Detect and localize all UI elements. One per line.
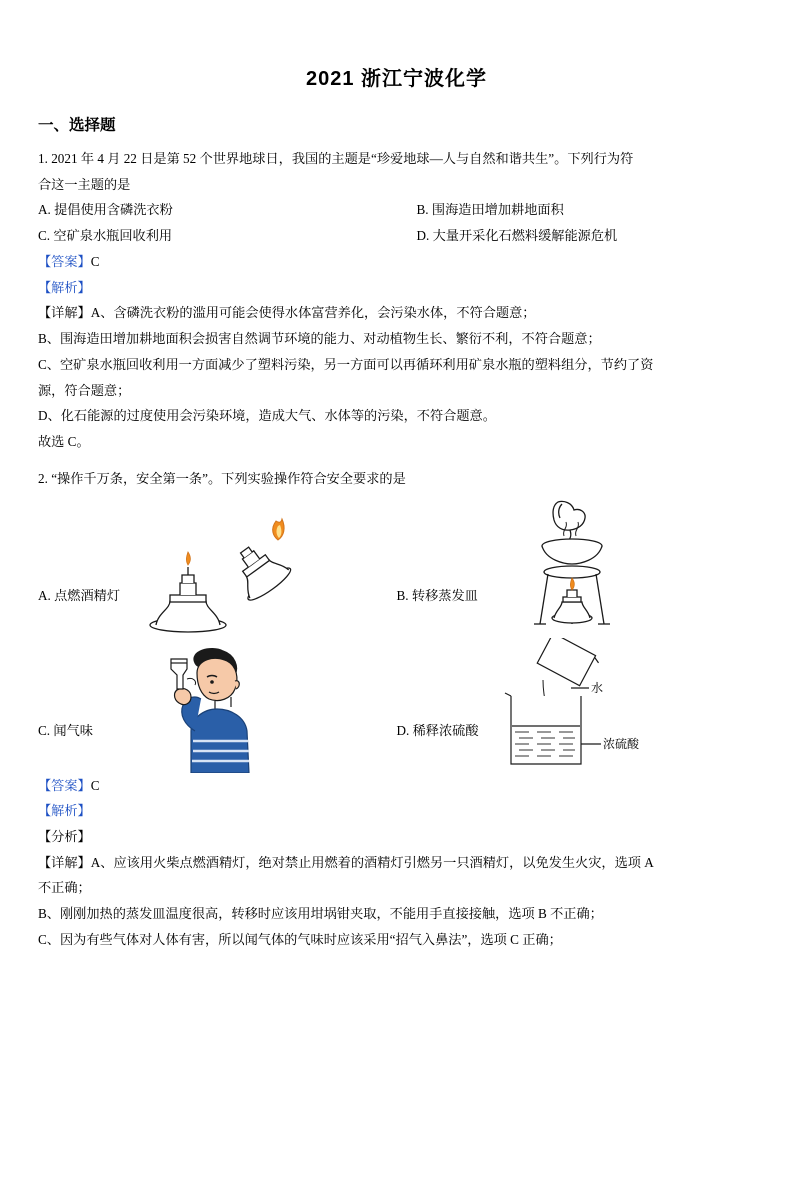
figure-d-acid-label: 浓硫酸 [602,736,639,751]
q2-answer-bracket: 【答案】 [38,777,91,793]
q2-figure-a-label [38,585,120,638]
q1-stem-line1: 1. 2021 年 4 月 22 日是第 52 个世界地球日，我国的主题是“珍爱地球—人与自然和谐共生”。下列行为符 [38,151,634,166]
q1-detail-1: 【详解】A、含磷洗衣粉的滥用可能会使得水体富营养化，会污染水体，不符合题意； [38,305,536,321]
q1-option-c-key: C. [38,228,51,244]
q2-figure-b-key: B. [396,587,409,603]
page-title: 2021 浙江宁波化学 [305,68,488,90]
q2-figure-c [38,638,397,773]
q1-option-a-text: 提倡使用含磷洗衣粉 [54,202,173,218]
q2-figure-b-text: 转移蒸发皿 [411,587,478,603]
q2-figure-c-label [38,720,93,773]
q1-stem-line2: 合这一主题的是 [38,176,131,192]
q2-figure-d [397,638,756,773]
q2-detail-2: 不正确； [38,880,91,896]
q2-figure-row-top [38,498,755,638]
q2-figure-row-bottom [38,638,755,773]
q1-option-d-text: 大量开采化石燃料缓解能源危机 [432,228,618,244]
q2-figure-d-label [397,720,479,773]
q1-answer-value: C [90,253,100,269]
q2-figure-c-key: C. [38,722,51,738]
q1-detail-3: C、空矿泉水瓶回收利用一方面减少了塑料污染，另一方面可以再循环利用矿泉水瓶的塑料组分，节约了资 [38,356,654,372]
q2-detail-1: 【详解】A、应该用火柴点燃酒精灯，绝对禁止用燃着的酒精灯引燃另一只酒精灯，以免发生火灾，选项 A [38,854,654,870]
smelling-gas-icon [93,638,397,773]
q1-options-row-1 [38,197,755,223]
q1-detail-2: B、围海造田增加耕地面积会损害自然调节环境的能力、对动植物生长、繁衍不利，不符合题意； [38,331,601,347]
q2-figure-b [397,498,756,638]
q2-answer-value: C [90,777,100,793]
q2-analysis-bracket: 【解析】 [38,803,91,819]
q2-fenxi-bracket: 【分析】 [38,829,91,845]
q1-answer-line [38,249,755,275]
q2-figure-c-text: 闻气味 [53,722,93,738]
q1-detail-5: D、化石能源的过度使用会污染环境，造成大气、水体等的污染，不符合题意。 [38,408,496,424]
q1-option-b-key: B. [416,202,429,218]
q2-figure-d-key: D. [396,722,410,738]
q1-answer-bracket: 【答案】 [38,253,91,269]
q2-detail-3: B、刚刚加热的蒸发皿温度很高，转移时应该用坩埚钳夹取，不能用手直接接触，选项 B 不正确； [38,906,603,922]
q2-figure-b-label [397,585,478,638]
q2-figure-block [38,498,755,773]
q1-options-row-2 [38,223,755,249]
dilute-sulfuric-acid-icon [479,638,755,773]
section-heading: 一、选择题 [38,117,116,134]
q2-detail-4: C、因为有些气体对人体有害，所以闻气体的气味时应该采用“招气入鼻法”，选项 C 正确； [38,931,562,947]
q1-option-d [397,223,756,249]
q1-analysis-bracket: 【解析】 [38,279,91,295]
alcohol-lamp-lighting-icon [120,498,396,638]
q1-option-c-text: 空矿泉水瓶回收利用 [53,228,173,244]
q2-stem: 2. “操作千万条，安全第一条”。下列实验操作符合安全要求的是 [38,470,406,486]
q1-detail-6: 故选 C。 [38,434,90,450]
evaporating-dish-transfer-icon [478,498,755,638]
q1-option-a [38,197,397,223]
q1-option-b-text: 围海造田增加耕地面积 [431,202,564,218]
figure-d-water-label: 水 [590,680,603,695]
q2-figure-a [38,498,397,638]
q1-option-c [38,223,397,249]
q2-figure-a-key: A. [38,587,51,603]
q2-figure-a-text: 点燃酒精灯 [54,587,121,603]
q1-detail-4: 源，符合题意； [38,382,131,398]
document-page [0,62,793,1184]
q1-option-d-key: D. [416,228,430,244]
q2-figure-d-text: 稀释浓硫酸 [412,722,479,738]
q2-answer-line [38,773,755,799]
q1-option-a-key: A. [38,202,51,218]
q1-option-b [397,197,756,223]
